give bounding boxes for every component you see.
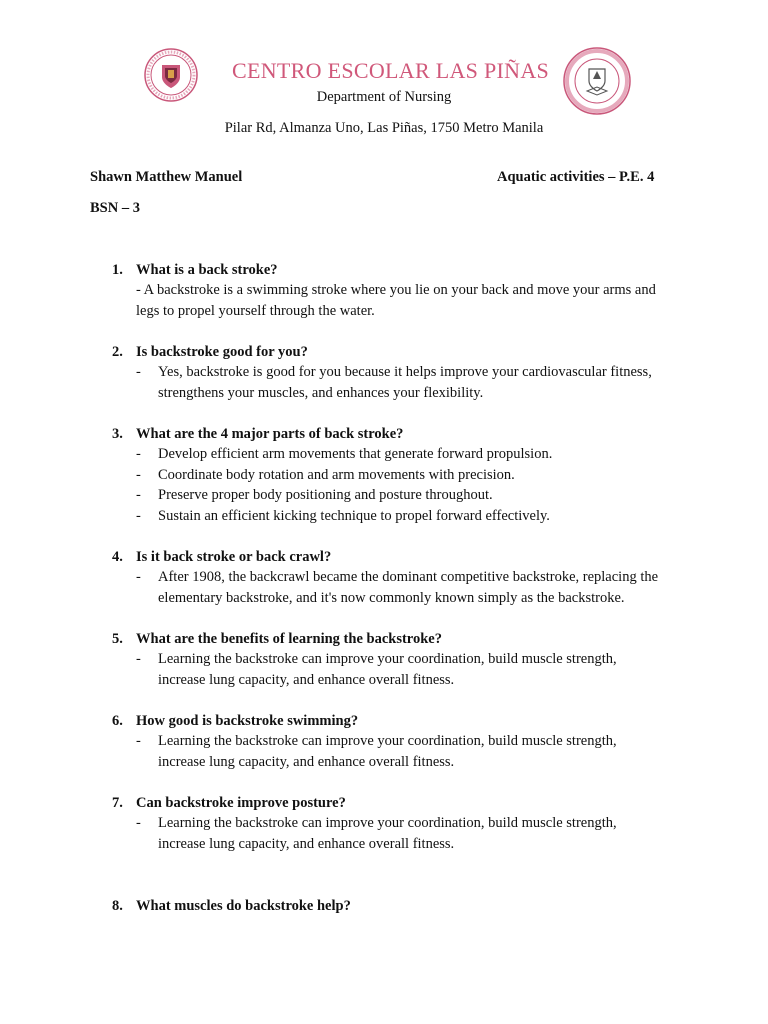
- question-text: What muscles do backstroke help?: [136, 898, 351, 914]
- answer-line: Sustain an efficient kicking technique to propel forward effectively.: [158, 508, 550, 524]
- question-number: 4.: [112, 549, 123, 565]
- bullet-dash: -: [136, 446, 141, 462]
- bullet-dash: -: [136, 569, 141, 585]
- question-text: Can backstroke improve posture?: [136, 795, 346, 811]
- bullet-dash: -: [136, 733, 141, 749]
- question-number: 1.: [112, 262, 123, 278]
- bullet-dash: -: [136, 487, 141, 503]
- department-name: Department of Nursing: [316, 89, 452, 105]
- answer-line: legs to propel yourself through the water.: [136, 303, 375, 319]
- answer-line: Learning the backstroke can improve your coordination, build muscle strength,: [158, 651, 617, 667]
- question-number: 8.: [112, 898, 123, 914]
- answer-line: increase lung capacity, and enhance overall fitness.: [158, 754, 455, 770]
- student-name: Shawn Matthew Manuel: [90, 169, 243, 185]
- question-text: Is backstroke good for you?: [136, 344, 308, 360]
- answer-line: Learning the backstroke can improve your coordination, build muscle strength,: [158, 815, 617, 831]
- question-number: 6.: [112, 713, 123, 729]
- question-text: Is it back stroke or back crawl?: [136, 549, 332, 565]
- answer-line: Yes, backstroke is good for you because it helps improve your cardiovascular fitness,: [158, 364, 652, 380]
- answer-line: Develop efficient arm movements that generate forward propulsion.: [158, 446, 553, 462]
- answer-line: Preserve proper body positioning and posture throughout.: [158, 487, 493, 503]
- question-number: 7.: [112, 795, 123, 811]
- answer-line: Learning the backstroke can improve your coordination, build muscle strength,: [158, 733, 617, 749]
- student-section: BSN – 3: [90, 200, 140, 216]
- answer-line: strengthens your muscles, and enhances your flexibility.: [158, 385, 484, 401]
- question-text: What are the 4 major parts of back stroke?: [136, 426, 404, 442]
- bullet-dash: -: [136, 364, 141, 380]
- question-number: 3.: [112, 426, 123, 442]
- answer-line: increase lung capacity, and enhance overall fitness.: [158, 672, 455, 688]
- bullet-dash: -: [136, 467, 141, 483]
- bullet-dash: -: [136, 651, 141, 667]
- answer-line: increase lung capacity, and enhance overall fitness.: [158, 836, 455, 852]
- question-number: 2.: [112, 344, 123, 360]
- course-title: Aquatic activities – P.E. 4: [497, 169, 655, 185]
- question-text: What are the benefits of learning the backstroke?: [136, 631, 442, 647]
- answer-line: - A backstroke is a swimming stroke where you lie on your back and move your arms and: [136, 282, 656, 298]
- answer-line: After 1908, the backcrawl became the dominant competitive backstroke, replacing the: [158, 569, 659, 585]
- question-number: 5.: [112, 631, 123, 647]
- school-address: Pilar Rd, Almanza Uno, Las Piñas, 1750 Metro Manila: [224, 120, 544, 136]
- school-name: CENTRO ESCOLAR LAS PIÑAS: [232, 58, 550, 83]
- bullet-dash: -: [136, 815, 141, 831]
- bullet-dash: -: [136, 508, 141, 524]
- answer-line: elementary backstroke, and it's now commonly known simply as the backstroke.: [158, 590, 625, 606]
- question-text: What is a back stroke?: [136, 262, 278, 278]
- question-text: How good is backstroke swimming?: [136, 713, 359, 729]
- answer-line: Coordinate body rotation and arm movements with precision.: [158, 467, 515, 483]
